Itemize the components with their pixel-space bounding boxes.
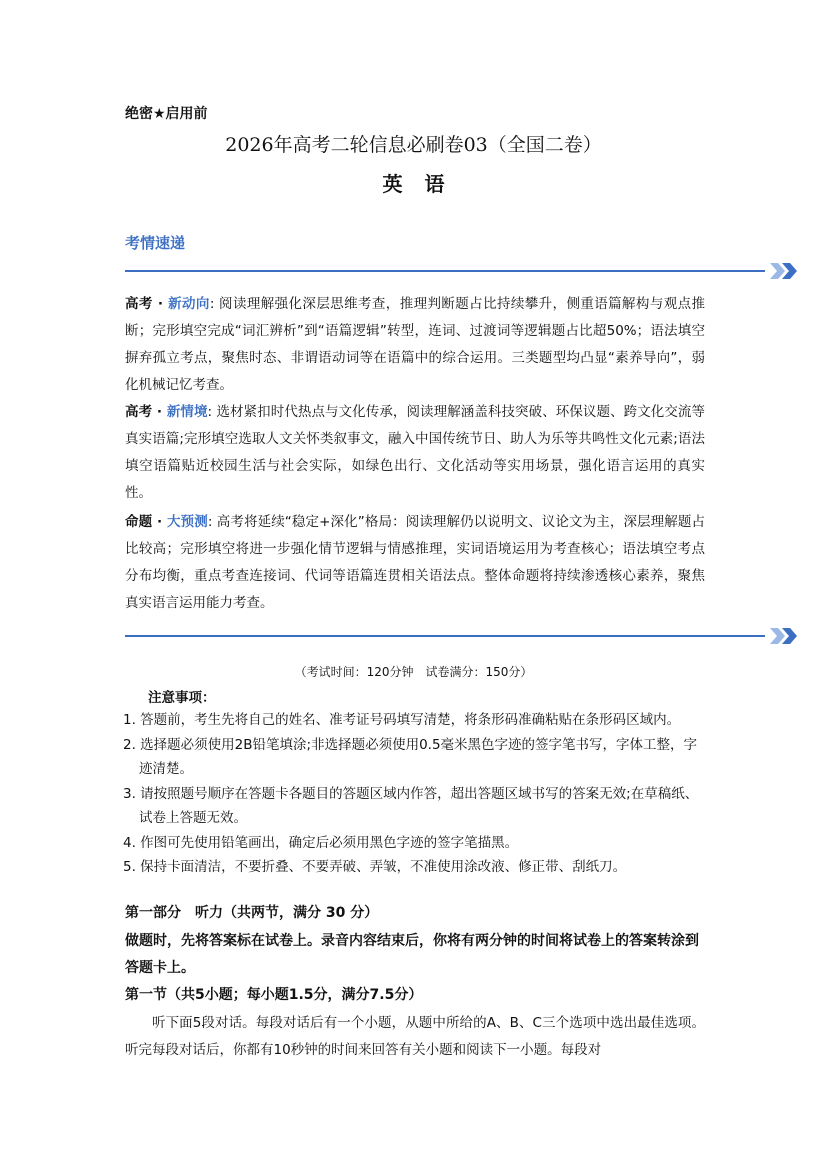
brief-item-trend [125, 291, 705, 399]
brief-item-context [125, 399, 705, 507]
brief-tag: 大预测 [166, 514, 208, 530]
notice-item: 1. 答题前，考生先将自己的姓名、准考证号码填写清楚，将条形码准确粘贴在条形码区域内。 [123, 712, 681, 728]
brief-lead: 命题 · [125, 514, 167, 530]
notice-list [123, 708, 705, 880]
brief-lead: 高考 · [125, 296, 169, 312]
section1-intro: 听下面5段对话。每段对话后有一个小题，从题中所给的A、B、C三个选项中选出最佳选项。听完每段对话后，你都有10秒钟的时间来回答有关小题和阅读下一小题。每段对 [125, 1015, 705, 1058]
part1-intro: 做题时，先将答案标在试卷上。录音内容结束后，你将有两分钟的时间将试卷上的答案转涂到答题卡上。 [125, 933, 699, 976]
notice-title: 注意事项： [148, 690, 216, 706]
brief-text: : 选材紧扣时代热点与文化传承，阅读理解涵盖科技突破、环保议题、跨文化交流等真实语篇;完形填空选取人文关怀类叙事文，融入中国传统节日、助人为乐等共鸣性文化元素;语法填空语篇贴近校园生活与社会实际，如绿色出行、文化活动等实用场景，强化语言运用的真实性。 [125, 404, 706, 501]
notice-item: 2. 选择题必须使用2B铅笔填涂;非选择题必须使用0.5毫米黑色字迹的签字笔书写，字体工整，字迹清楚。 [123, 736, 698, 777]
notice-item: 3. 请按照题号顺序在答题卡各题目的答题区域内作答，超出答题区域书写的答案无效;在草稿纸、试卷上答题无效。 [123, 785, 699, 826]
brief-tag: 新动向 [168, 296, 210, 312]
brief-lead: 高考 · [125, 404, 167, 420]
divider-top [125, 270, 765, 272]
double-chevron-icon [768, 626, 802, 646]
notice-item: 5. 保持卡面清洁，不要折叠、不要弄破、弄皱，不准使用涂改液、修正带、刮纸刀。 [123, 859, 627, 875]
brief-tag: 新情境 [166, 404, 208, 420]
brief-heading: 考情速递 [125, 234, 186, 252]
section1-title: 第一节（共5小题；每小题1.5分，满分7.5分） [125, 987, 423, 1003]
double-chevron-icon [768, 261, 802, 281]
notice-item: 4. 作图可先使用铅笔画出，确定后必须用黑色字迹的签字笔描黑。 [123, 834, 519, 851]
subject-title: 英语 [382, 172, 467, 196]
divider-bottom [125, 635, 765, 637]
confidential-mark: 绝密★启用前 [125, 106, 208, 122]
brief-text: : 高考将延续“稳定+深化”格局：阅读理解仍以说明文、议论文为主，深层理解题占比较高；完形填空将进一步强化情节逻辑与情感推理，实词语境运用为考查核心；语法填空考点分布均衡，重点考查连接词、代词等语篇连贯相关语法点。整体命题将持续渗透核心素养，聚焦真实语言运用能力考查。 [125, 514, 706, 611]
paper-title: 2026年高考二轮信息必刷卷03（全国二卷） [225, 134, 602, 156]
brief-item-forecast [125, 509, 705, 617]
part1-title: 第一部分 听力（共两节，满分 30 分） [125, 905, 379, 921]
brief-text: : 阅读理解强化深层思维考查，推理判断题占比持续攀升，侧重语篇解构与观点推断；完形填空完成“词汇辨析”到“语篇逻辑”转型，连词、过渡词等逻辑题占比超50%；语法填空摒弃孤立考点，聚焦时态、非谓语动词等在语篇中的综合运用。三类题型均凸显“素养导向”，弱化机械记忆考查。 [125, 296, 706, 393]
exam-time-score: （考试时间：120分钟 试卷满分：150分） [294, 665, 533, 679]
